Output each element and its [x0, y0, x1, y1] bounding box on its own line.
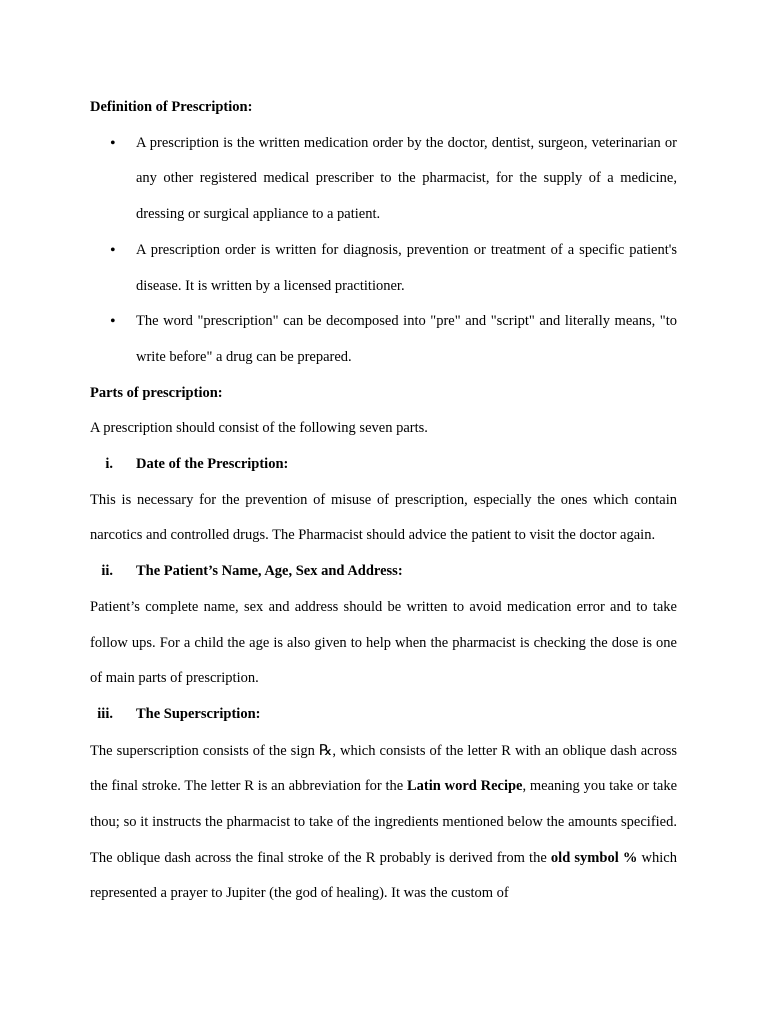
bullet-item: [90, 233, 677, 304]
body-text: , which consists of the letter R with an oblique dash across the final stroke. The letter R is an abbreviation for the: [90, 742, 677, 795]
body-text: The superscription consists of the sign: [90, 742, 319, 759]
bullet-icon: •: [110, 241, 116, 259]
document-page: [90, 90, 677, 912]
bullet-icon: •: [110, 134, 116, 152]
part-heading-date: [90, 447, 677, 483]
bullet-item: [90, 304, 677, 375]
parts-intro: A prescription should consist of the following seven parts.: [90, 420, 428, 437]
parts-heading: Parts of prescription:: [90, 384, 223, 401]
part-number: ii.: [101, 563, 113, 580]
bullet-item: [90, 126, 677, 233]
bullet-icon: •: [110, 313, 116, 331]
bullet-text: The word "prescription" can be decomposed into "pre" and "script" and literally means, "to write before" a drug can be prepared.: [136, 313, 677, 365]
definition-bullet-list: [90, 126, 677, 376]
part-number: i.: [105, 456, 113, 473]
bullet-text: A prescription is the written medication order by the doctor, dentist, surgeon, veterinarian or any other registered medical prescriber to the pharmacist, for the supply of a medicine, dressing or surgical appliance to a patient.: [136, 134, 677, 223]
part-body-patient: Patient’s complete name, sex and address should be written to avoid medication error and to take follow ups. For a child the age is also given to help when the pharmacist is checking the dose is one of main parts of prescription.: [90, 598, 677, 687]
part-title: Date of the Prescription:: [136, 456, 289, 473]
part-heading-patient: [90, 554, 677, 590]
body-text: which represented a prayer to Jupiter (the god of healing). It was the custom of: [90, 849, 677, 902]
bullet-text: A prescription order is written for diagnosis, prevention or treatment of a specific patient's disease. It is written by a licensed practitioner.: [136, 241, 677, 294]
part-body-date: This is necessary for the prevention of misuse of prescription, especially the ones which contain narcotics and controlled drugs. The Pharmacist should advice the patient to visit the doctor again.: [90, 491, 677, 544]
bold-term: old symbol %: [550, 849, 638, 866]
part-title: The Superscription:: [136, 705, 261, 722]
bold-term: Latin word Recipe: [407, 778, 523, 795]
definition-heading: Definition of Prescription:: [90, 99, 253, 115]
part-number: iii.: [97, 705, 113, 722]
part-title: The Patient’s Name, Age, Sex and Address:: [136, 563, 403, 580]
part-heading-superscription: [90, 697, 677, 733]
part-body-superscription: [90, 733, 677, 913]
rx-sign: ℞: [318, 740, 333, 759]
body-text: , meaning you take or take thou; so it instructs the pharmacist to take of the ingredients mentioned below the amounts specified. The oblique dash across the final stroke of the R probably is derived from the: [90, 778, 678, 866]
